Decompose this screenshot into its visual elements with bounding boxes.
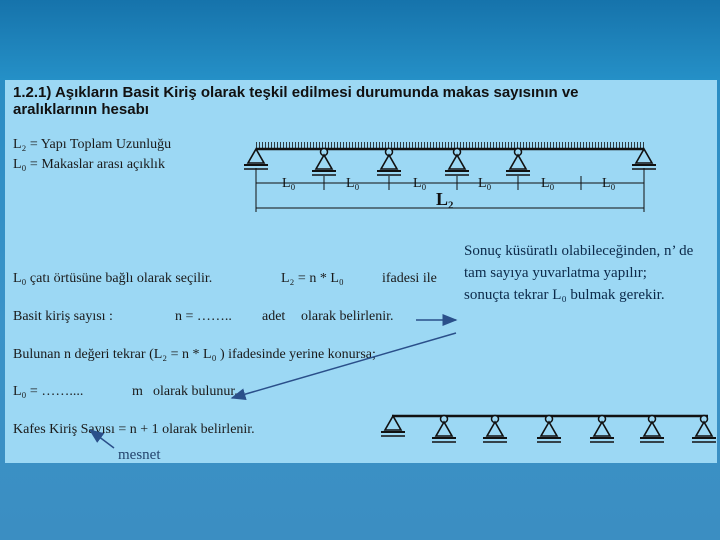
text-kafes-kiris: Kafes Kiriş Sayısı = n + 1 olarak belirlenir. <box>13 422 255 437</box>
side-note: Sonuç küsüratlı olabileceğinden, n’ de tam sayıya yuvarlatma yapılır; sonuçta tekrar L₀ bulmak gerekir. <box>464 243 694 303</box>
unit-m: m <box>132 384 143 399</box>
definition-l2: L₂ = Yapı Toplam Uzunluğu <box>13 137 172 152</box>
truss-support <box>381 416 405 436</box>
mesnet-label: mesnet <box>118 447 161 463</box>
beam-support <box>377 149 401 176</box>
continuous-beam-diagram <box>381 416 716 443</box>
beam-support <box>506 149 530 176</box>
formula-l2: L₂ = n * L₀ <box>281 271 344 286</box>
beam-support <box>445 149 469 176</box>
span-length-label: L₀ <box>541 176 555 191</box>
span-length-label: L₀ <box>602 176 616 191</box>
text-bulunan-n: Bulunan n değeri tekrar (L₂ = n * L₀ ) ifadesinde yerine konursa; <box>13 347 376 362</box>
formula-n: n = …….. <box>175 309 232 324</box>
truss-support <box>640 416 664 443</box>
top-supports <box>244 149 656 176</box>
beam-support <box>244 149 268 169</box>
total-length-label: L₂ <box>436 189 454 209</box>
arrow-to-mesnet <box>90 430 114 448</box>
truss-support <box>432 416 456 443</box>
simple-beam-diagram <box>244 142 656 212</box>
text-bulunur: olarak bulunur. <box>153 384 238 399</box>
text-belirlenir: olarak belirlenir. <box>301 309 394 324</box>
beam-support <box>632 149 656 169</box>
span-length-label: L₀ <box>413 176 427 191</box>
text-ifadesi-ile: ifadesi ile <box>382 271 437 286</box>
bottom-supports <box>381 416 716 443</box>
truss-support <box>590 416 614 443</box>
formula-l0: L₀ = …….... <box>13 384 84 399</box>
section-title: 1.2.1) Aşıkların Basit Kiriş olarak teşkil edilmesi durumunda makas sayısının ve aralıklarının hesabı <box>13 84 579 118</box>
span-length-label: L₀ <box>478 176 492 191</box>
label-basit-kiris: Basit kiriş sayısı : <box>13 309 113 324</box>
text-l0-selection: L₀ çatı örtüsüne bağlı olarak seçilir. <box>13 271 213 286</box>
truss-support <box>537 416 561 443</box>
truss-support <box>483 416 507 443</box>
truss-support <box>692 416 716 443</box>
span-length-label: L₀ <box>282 176 296 191</box>
arrow-to-l0-result <box>232 333 456 398</box>
definition-l0: L₀ = Makaslar arası açıklık <box>13 157 165 172</box>
beam-support <box>312 149 336 176</box>
unit-adet: adet <box>262 309 286 324</box>
span-length-label: L₀ <box>346 176 360 191</box>
